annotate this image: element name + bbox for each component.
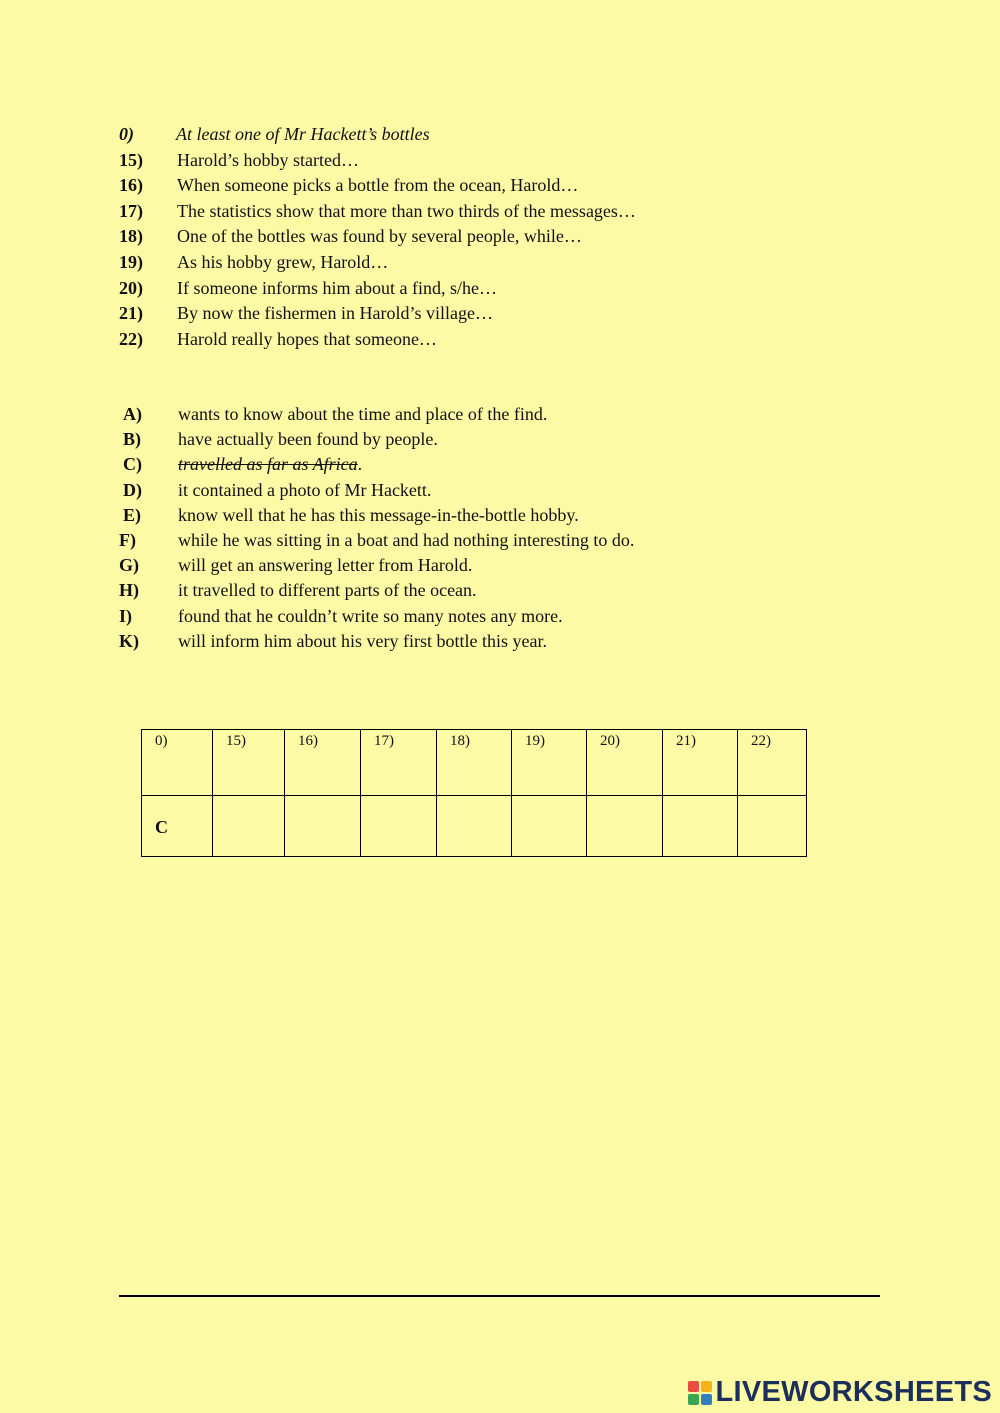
answer-cell[interactable]: [663, 796, 738, 857]
option-letter: F): [119, 529, 136, 550]
logo-square: [688, 1394, 699, 1405]
option-text: wants to know about the time and place of the find.: [178, 404, 548, 424]
option-text-struck: travelled as far as Africa: [178, 454, 358, 475]
question-number: 0): [119, 124, 134, 144]
question-text: Harold really hopes that someone…: [177, 328, 437, 349]
option-row: [119, 528, 634, 553]
question-number: 22): [119, 328, 143, 349]
option-letter: I): [119, 605, 132, 626]
answer-header-cell: 20): [587, 730, 663, 796]
option-letter: B): [123, 429, 141, 450]
option-suffix: .: [357, 454, 363, 475]
question-text: As his hobby grew, Harold…: [177, 251, 389, 272]
answer-cell[interactable]: [587, 796, 663, 857]
option-text: know well that he has this message-in-the-bottle hobby.: [178, 504, 579, 525]
question-number: 16): [119, 175, 143, 196]
option-row: [119, 427, 634, 452]
question-row: [119, 199, 636, 225]
option-row: [119, 402, 634, 427]
answer-header-cell: 0): [142, 730, 213, 796]
answer-cell[interactable]: [437, 796, 512, 857]
question-number: 18): [119, 226, 143, 247]
option-text: will inform him about his very first bottle this year.: [178, 630, 547, 651]
option-text: it travelled to different parts of the ocean.: [178, 580, 477, 601]
question-text: Harold’s hobby started…: [177, 149, 359, 170]
question-text: When someone picks a bottle from the ocean, Harold…: [177, 175, 579, 196]
answer-table-header-row: [142, 730, 807, 796]
answer-header-cell: 17): [361, 730, 437, 796]
answer-cell-example: C: [142, 796, 213, 857]
option-letter: E): [123, 504, 141, 525]
option-text: found that he couldn’t write so many notes any more.: [178, 605, 563, 626]
question-row: [119, 327, 636, 353]
option-letter: D): [123, 479, 142, 500]
option-text: will get an answering letter from Harold.: [178, 555, 473, 576]
question-row: [119, 276, 636, 302]
question-row-example: [119, 122, 636, 148]
answer-header-cell: 21): [663, 730, 738, 796]
answer-header-cell: 19): [512, 730, 587, 796]
option-letter: G): [119, 555, 139, 576]
option-row: [119, 478, 634, 503]
answer-cell[interactable]: [213, 796, 285, 857]
answer-header-cell: 16): [285, 730, 361, 796]
option-row: [119, 604, 634, 629]
question-text: If someone informs him about a find, s/he…: [177, 277, 497, 298]
answer-header-cell: 22): [738, 730, 807, 796]
answer-table-value-row: [142, 796, 807, 857]
answer-table: [141, 729, 807, 857]
logo-square: [688, 1381, 699, 1392]
question-row: [119, 250, 636, 276]
answer-cell[interactable]: [512, 796, 587, 857]
question-row: [119, 224, 636, 250]
question-number: 21): [119, 303, 143, 324]
option-letter: H): [119, 580, 139, 601]
question-number: 15): [119, 149, 143, 170]
option-letter: C): [123, 454, 142, 475]
liveworksheets-logo-icon: [688, 1381, 712, 1405]
brand-logo: [688, 1376, 993, 1409]
option-row: [119, 629, 634, 654]
question-number: 17): [119, 200, 143, 221]
answer-cell[interactable]: [738, 796, 807, 857]
answer-header-cell: 18): [437, 730, 512, 796]
question-row: [119, 148, 636, 174]
option-letter: K): [119, 630, 139, 651]
option-row-example: [119, 452, 634, 477]
brand-name: LIVEWORKSHEETS: [715, 1376, 992, 1408]
option-letter: A): [123, 404, 142, 424]
option-row: [119, 553, 634, 578]
logo-square: [701, 1394, 712, 1405]
question-text: At least one of Mr Hackett’s bottles: [176, 124, 430, 144]
question-row: [119, 301, 636, 327]
option-text: while he was sitting in a boat and had nothing interesting to do.: [178, 529, 635, 550]
answer-header-cell: 15): [213, 730, 285, 796]
question-text: One of the bottles was found by several people, while…: [177, 226, 582, 247]
option-row: [119, 503, 634, 528]
option-list: [119, 402, 634, 654]
option-text: it contained a photo of Mr Hackett.: [178, 479, 432, 500]
answer-cell[interactable]: [285, 796, 361, 857]
question-text: By now the fishermen in Harold’s village…: [177, 303, 493, 324]
option-row: [119, 578, 634, 603]
footer-rule: [119, 1295, 880, 1297]
question-row: [119, 173, 636, 199]
option-text: have actually been found by people.: [178, 429, 438, 450]
question-number: 19): [119, 251, 143, 272]
question-text: The statistics show that more than two thirds of the messages…: [177, 200, 636, 221]
question-number: 20): [119, 277, 143, 298]
question-list: [119, 122, 636, 352]
answer-cell[interactable]: [361, 796, 437, 857]
logo-square: [701, 1381, 712, 1392]
